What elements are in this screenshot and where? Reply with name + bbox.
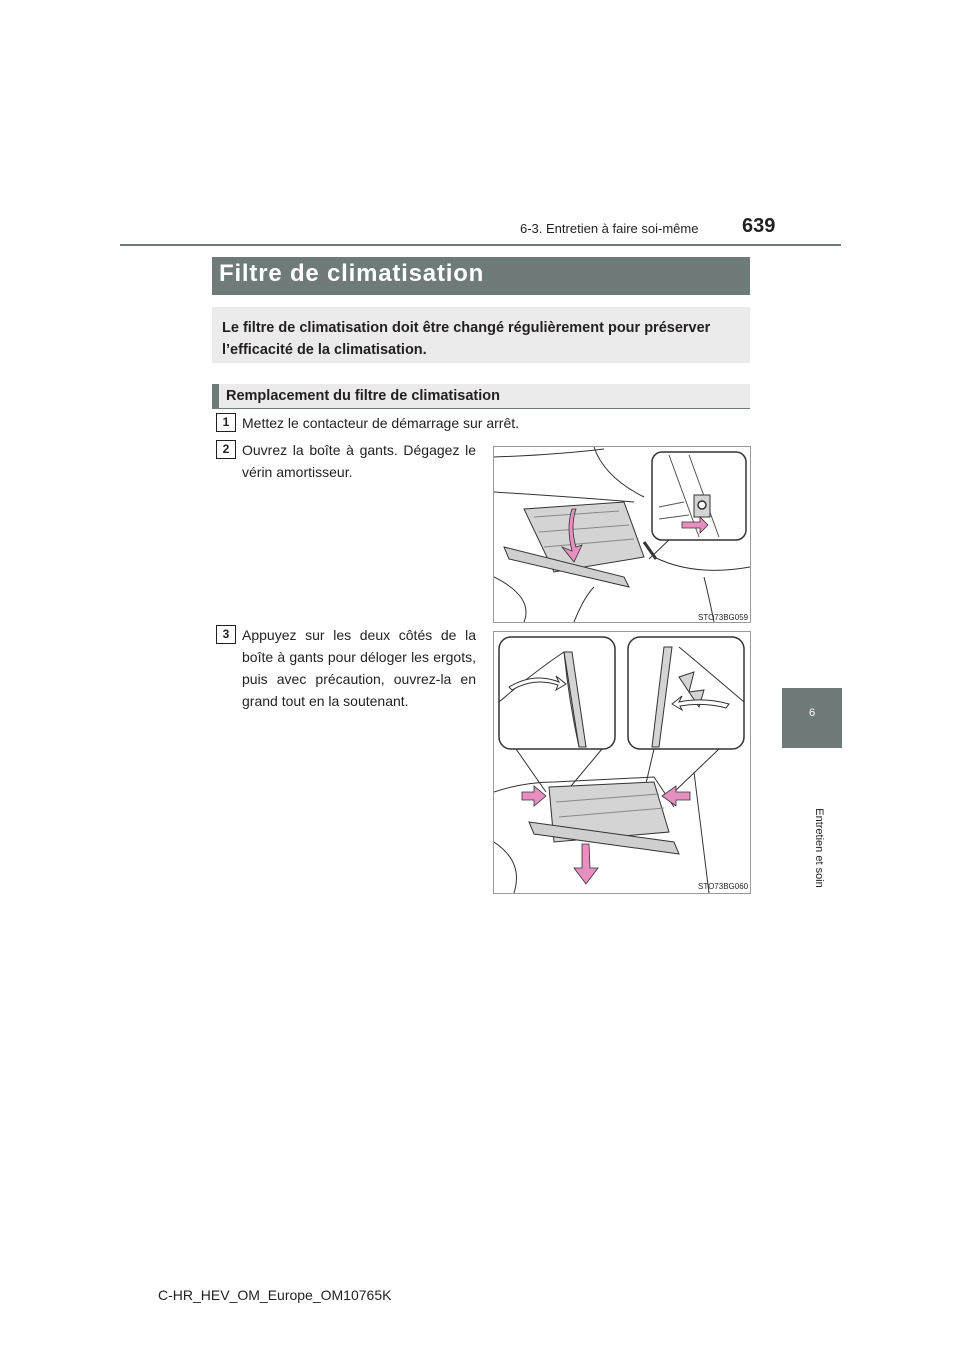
step-3-text: Appuyez sur les deux côtés de la boîte à gants pour déloger les ergots, puis avec précaution, ouvrez-la en grand tout en la soutenant. bbox=[242, 627, 476, 709]
figure-glovebox-damper bbox=[493, 446, 751, 623]
page-title: Filtre de climatisation bbox=[219, 260, 485, 287]
glovebox-sides-illustration bbox=[494, 632, 750, 893]
page-number: 639 bbox=[742, 215, 776, 237]
figure-glovebox-sides bbox=[493, 631, 751, 894]
chapter-label: Entretien et soin bbox=[813, 808, 825, 888]
intro-text: Le filtre de climatisation doit être changé régulièrement pour préserver l’efficacité de la climatisation. bbox=[222, 320, 711, 358]
left-detail-inset bbox=[499, 637, 615, 749]
right-squeeze-arrow-icon bbox=[662, 786, 690, 806]
step-1-number: 1 bbox=[216, 413, 236, 432]
step-1-text: Mettez le contacteur de démarrage sur arrêt. bbox=[242, 415, 520, 431]
step-2-number: 2 bbox=[216, 440, 236, 459]
header-rule bbox=[120, 244, 841, 246]
page-title-bar bbox=[212, 257, 750, 295]
figure-1-code: STO73BG059 bbox=[698, 613, 749, 622]
subsection-bar bbox=[212, 384, 219, 408]
subsection-title: Remplacement du filtre de climatisation bbox=[226, 388, 500, 404]
down-open-arrow-icon bbox=[574, 844, 598, 884]
header-section: 6-3. Entretien à faire soi-même bbox=[520, 221, 699, 236]
step-2-text: Ouvrez la boîte à gants. Dégagez le vérin amortisseur. bbox=[242, 442, 476, 480]
subsection-heading bbox=[212, 384, 750, 409]
footer-doc-id: C-HR_HEV_OM_Europe_OM10765K bbox=[158, 1287, 392, 1303]
left-squeeze-arrow-icon bbox=[522, 786, 546, 806]
right-detail-inset bbox=[628, 637, 744, 749]
figure-2-code: STO73BG060 bbox=[698, 882, 749, 891]
chapter-tab bbox=[782, 688, 842, 748]
glovebox-damper-illustration bbox=[494, 447, 750, 622]
chapter-number: 6 bbox=[808, 707, 816, 719]
step-3-number: 3 bbox=[216, 625, 236, 644]
intro-box bbox=[212, 307, 750, 363]
